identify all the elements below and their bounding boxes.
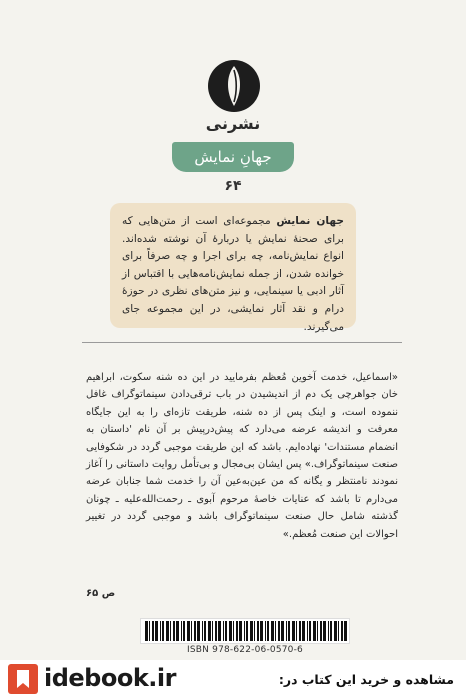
quote-excerpt [82, 342, 402, 612]
barcode-icon [141, 619, 349, 643]
publisher-logo [206, 58, 262, 114]
site-brand-link[interactable]: idebook.ir [44, 664, 176, 692]
isbn-number: ISBN 978-622-06-0570-6 [187, 645, 303, 655]
intro-lead: جهان نمایش [276, 215, 344, 227]
intro-text: مجموعه‌ای است از متن‌هایی که برای صحنهٔ نمایش یا دربارهٔ آن نوشته شده‌اند. انواع نمایش‌نامه، چه برای اجرا و چه صرفاً برای خوانده شدن، از جمله نمایش‌نامه‌هایی با اقتباس از آثار ادبی یا سینمایی، و نیز متن‌های نظری در حوزهٔ درام و نقد آثار نمایشی، در این مجموعه جای می‌گیرند. [122, 215, 344, 333]
quote-text: «اسماعیل، خدمت آخوین مُعظم بفرمایید در این ده شنه سکوت، ابراهیم خان جواهرچی یک دم از اندیشیدن در باب ترقی‌دادن سینماتوگراف غافل ننموده است، و اینک پس از ده شنه، طریقت تازه‌ای را به این جایگاه معرفت و اندیشه عرضه می‌دارد که پیش‌درپیش بر آن نام 'داستان به انضمام مستندات' نهاده‌ایم. باشد که این طریقت موجبی گردد در شکوفایی صنعت سینماتوگراف.» پس ایشان بی‌مجال و بی‌تأمل روایت داستانی را آغاز نمودند نامنتظر و یگانه که من عین‌به‌عین آن را خدمت شما جنابان عرضه می‌دارم تا باشد که عنایات خاصهٔ مرحوم آبوی ـ رحمت‌الله‌علیه ـ چونان گذشته شامل حال صنعت سینماتوگراف باشد و موجبی گردد در تغییر احوالات این صنعت مُعظم.» [86, 372, 398, 540]
series-badge: جهانِ نمایش [172, 142, 294, 172]
series-number: ۶۴ [224, 178, 242, 194]
banner-cta: مشاهده و خرید این کتاب در: [278, 672, 454, 687]
bookmark-badge-icon [8, 664, 38, 694]
leaf-logo-icon [206, 58, 262, 114]
barcode [140, 618, 350, 644]
publisher-name: نشرنی [205, 114, 261, 133]
intro-box [110, 203, 356, 333]
quote-page-ref: ص ۶۵ [86, 588, 116, 599]
